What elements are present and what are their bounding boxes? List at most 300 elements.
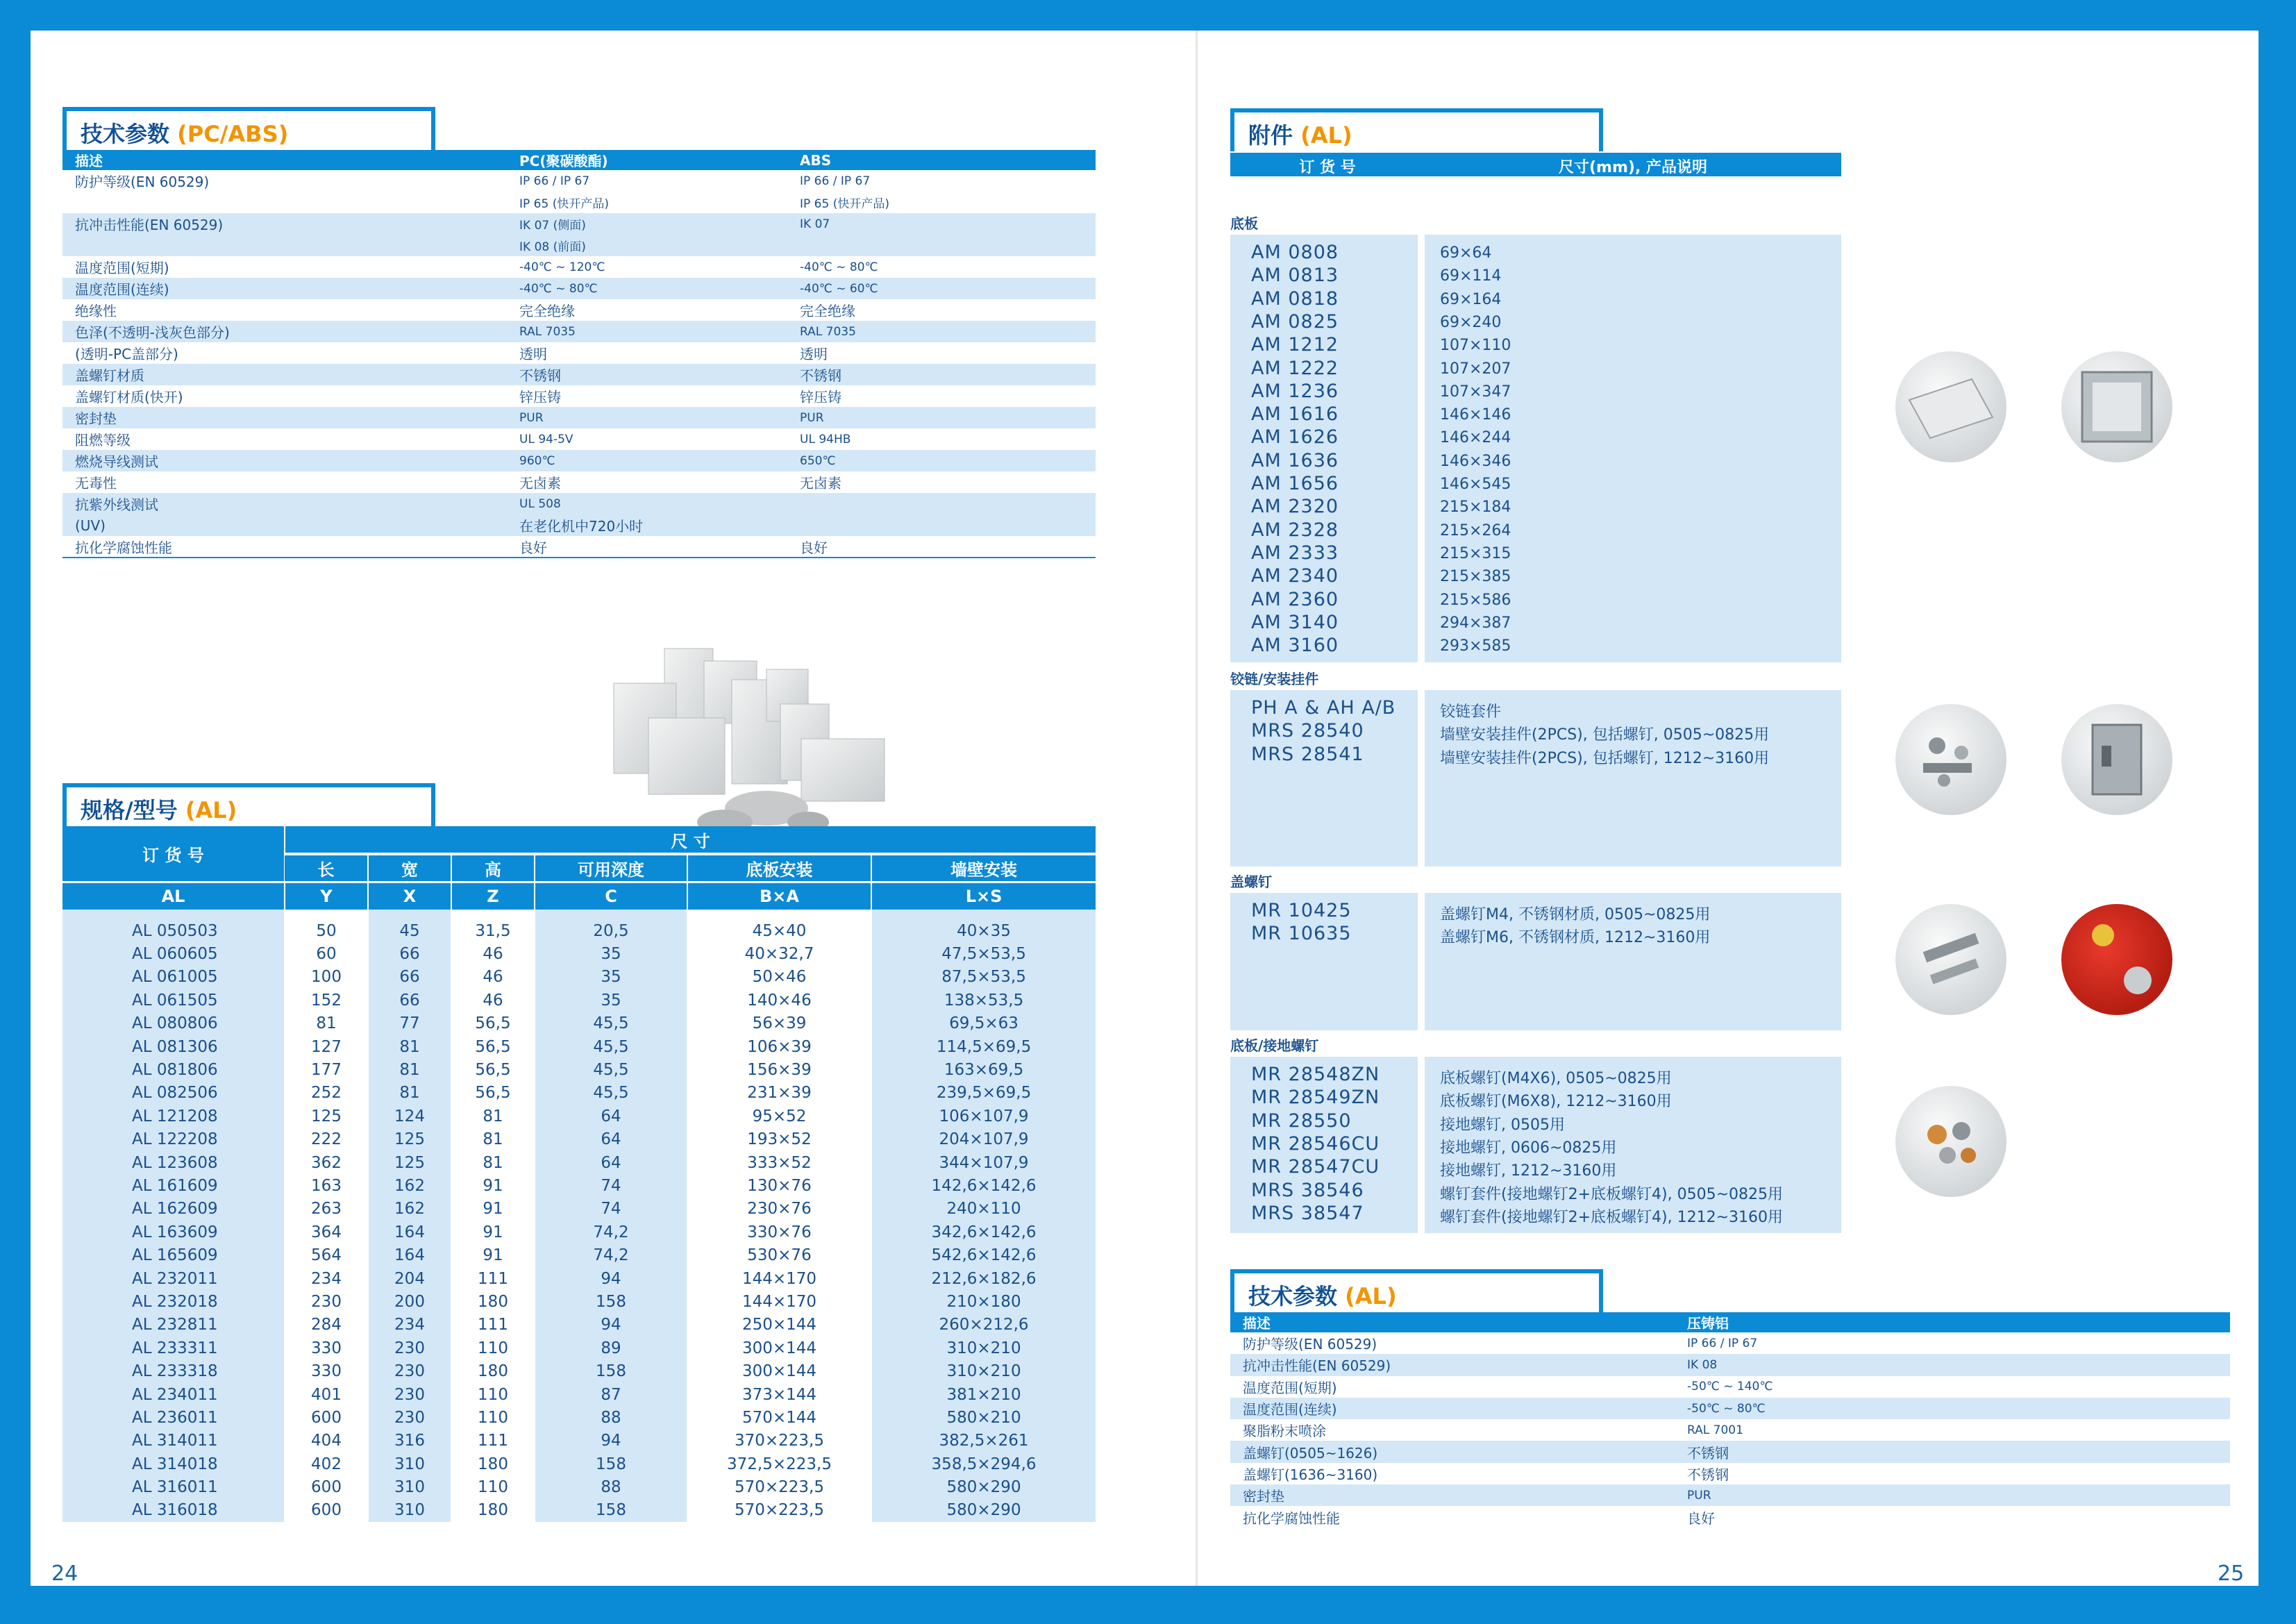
spec-cell: 110 (451, 1406, 535, 1429)
tech-al-desc: 聚脂粉末喷涂 (1243, 1423, 1326, 1440)
tech-al-value: IK 08 (1675, 1354, 2230, 1375)
acc-item-desc: 146×244 (1440, 429, 1511, 447)
acc-item-row (1230, 518, 1841, 541)
section-title-text (81, 793, 237, 825)
spec-cell: 69,5×63 (871, 1012, 1096, 1035)
spec-order-code: AL 163609 (62, 1221, 285, 1244)
tech-al-value: 不锈钢 (1675, 1441, 2230, 1462)
acc-item-desc: 69×164 (1440, 290, 1502, 308)
tech-abs-value: -40℃ ~ 60℃ (787, 278, 1096, 299)
acc-category-label: 底板/接地螺钉 (1230, 1037, 1319, 1054)
spec-cell: 382,5×261 (871, 1430, 1096, 1453)
section-title-text (81, 117, 288, 149)
tech-row (62, 428, 1096, 450)
spec-cell: 570×223,5 (687, 1499, 871, 1522)
tech-row (62, 385, 1096, 407)
tech-row (62, 450, 1096, 471)
tech-al-header-cell: 压铸铝 (1675, 1312, 2230, 1332)
spec-cell: 40×32,7 (687, 942, 871, 965)
acc-group (1230, 235, 1841, 662)
tech-abs-value: 无卤素 (800, 475, 841, 492)
spec-row (62, 1499, 1096, 1522)
spec-cell: 230 (285, 1290, 368, 1313)
tech-al-row (1230, 1484, 2230, 1506)
tech-desc: 盖螺钉材质(快开) (75, 389, 183, 405)
spec-order-code: AL 060605 (62, 942, 285, 965)
acc-item-row (1230, 449, 1841, 471)
spec-cell: 56,5 (451, 1082, 535, 1105)
spec-cell: 163×69,5 (871, 1058, 1096, 1081)
spec-row (62, 942, 1096, 965)
section-title-main: 规格/型号 (81, 797, 178, 823)
tech-desc: 色泽(不透明-浅灰色部分) (62, 321, 507, 342)
acc-item-row (1230, 541, 1841, 564)
spec-cell: 81 (451, 1105, 535, 1128)
spec-cell: 600 (285, 1475, 368, 1498)
tech-row (62, 364, 1096, 385)
spec-cell: 358,5×294,6 (871, 1453, 1096, 1475)
acc-item-desc: 铰链套件 (1440, 703, 1502, 721)
spec-cell: 95×52 (687, 1105, 871, 1128)
page-number-left: 24 (51, 1562, 78, 1586)
tech-desc: 阻燃等级 (75, 432, 131, 449)
tech-desc (62, 235, 507, 256)
acc-item-desc: 盖螺钉M6, 不锈钢材质, 1212~3160用 (1440, 929, 1711, 947)
tech-al-value: 良好 (1687, 1509, 1715, 1527)
tech-table-pcabs (62, 150, 1096, 558)
tech-al-row (1230, 1376, 2230, 1398)
spec-cell: 200 (368, 1290, 451, 1313)
spec-cell: 56×39 (687, 1012, 871, 1035)
acc-item-code: AM 1212 (1251, 334, 1339, 356)
spec-cell: 60 (285, 942, 368, 965)
acc-item-desc: 接地螺钉, 0505用 (1440, 1116, 1565, 1134)
acc-item-code: MRS 38546 (1251, 1179, 1364, 1201)
acc-item-desc: 69×240 (1440, 313, 1502, 331)
tech-pc-value: 960℃ (507, 450, 787, 471)
spec-cell: 66 (368, 966, 451, 989)
spec-col-header: 底板安装 (687, 854, 871, 882)
tech-pc-value: IK 08 (前面) (507, 235, 787, 256)
spec-row (62, 1267, 1096, 1290)
earth-screw-photo (1895, 1086, 2006, 1197)
spec-row (62, 1198, 1096, 1221)
tech-al-row (1230, 1441, 2230, 1462)
spec-sub-header: Y (285, 882, 368, 910)
spec-cell: 111 (451, 1267, 535, 1290)
spec-cell: 142,6×142,6 (871, 1174, 1096, 1197)
acc-item-row (1230, 240, 1841, 263)
tech-abs-value: 良好 (787, 536, 1096, 558)
spec-row (62, 1314, 1096, 1337)
tech-row (62, 407, 1096, 428)
spec-cell: 81 (451, 1128, 535, 1151)
acc-item-row (1230, 379, 1841, 402)
tech-desc: (透明-PC盖部分) (75, 346, 178, 362)
tech-al-row (1230, 1463, 2230, 1484)
spec-cell: 330×76 (687, 1221, 871, 1244)
acc-item-row (1230, 1062, 1841, 1085)
spec-cell: 81 (368, 1082, 451, 1105)
acc-item-desc: 146×346 (1440, 452, 1511, 470)
cover-screw-photo (1895, 904, 2006, 1015)
tech-abs-value: PUR (787, 407, 1096, 428)
spec-col-header: 长 (285, 854, 368, 882)
spec-gap-row (62, 910, 1096, 919)
acc-item-desc: 接地螺钉, 1212~3160用 (1440, 1162, 1617, 1180)
tech-desc: 燃烧导线测试 (62, 450, 507, 471)
acc-header-desc: 尺寸(mm), 产品说明 (1559, 159, 1707, 176)
tech-al-desc: 盖螺钉(0505~1626) (1230, 1441, 1675, 1462)
tech-row (62, 278, 1096, 299)
spec-cell: 77 (368, 1012, 451, 1035)
tech-al-row (1230, 1419, 2230, 1441)
acc-item-code: MRS 28540 (1251, 720, 1364, 742)
tech-al-row (1230, 1354, 2230, 1375)
tech-al-desc: 防护等级(EN 60529) (1243, 1336, 1377, 1353)
spec-row (62, 1430, 1096, 1453)
base-plate-photo (1895, 351, 2006, 462)
spec-table-body (62, 910, 1096, 1522)
spec-order-code: AL 165609 (62, 1244, 285, 1266)
spec-col-header: 宽 (368, 854, 451, 882)
spec-cell: 64 (535, 1105, 687, 1128)
spec-cell: 45 (368, 919, 451, 942)
spec-order-code: AL 080806 (62, 1012, 285, 1035)
spec-cell: 56,5 (451, 1058, 535, 1081)
spec-sub-header: B×A (687, 882, 871, 910)
spec-cell: 35 (535, 942, 687, 965)
spec-order-code: AL 232811 (62, 1314, 285, 1337)
tech-al-header-cell: 描述 (1230, 1312, 1675, 1332)
spec-cell: 125 (368, 1151, 451, 1174)
tech-al-desc: 抗化学腐蚀性能 (1243, 1509, 1340, 1527)
spec-row (62, 1151, 1096, 1174)
spec-table (62, 826, 1096, 1522)
spec-cell: 47,5×53,5 (871, 942, 1096, 965)
acc-item-code: MRS 28541 (1251, 743, 1364, 765)
spec-cell: 125 (285, 1105, 368, 1128)
acc-item-desc: 215×586 (1440, 591, 1511, 609)
spec-order-code: AL 123608 (62, 1151, 285, 1174)
tech-desc (62, 192, 507, 213)
spec-sub-header: X (368, 882, 451, 910)
spec-cell: 81 (451, 1151, 535, 1174)
tech-desc: 无毒性 (75, 475, 117, 492)
spec-sub-header: Z (451, 882, 535, 910)
spec-order-code: AL 233318 (62, 1359, 285, 1382)
acc-item-code: AM 1626 (1251, 426, 1339, 449)
spec-cell: 342,6×142,6 (871, 1221, 1096, 1244)
spec-cell: 180 (451, 1453, 535, 1475)
spec-cell: 156×39 (687, 1058, 871, 1081)
acc-header-order-no: 订 货 号 (1299, 159, 1356, 176)
spec-cell: 45,5 (535, 1082, 687, 1105)
tech-pc-value: UL 94-5V (519, 432, 573, 446)
tech-al-desc: 密封垫 (1230, 1484, 1675, 1506)
spec-cell: 138×53,5 (871, 989, 1096, 1012)
acc-item-desc: 215×385 (1440, 568, 1511, 586)
spec-cell: 111 (451, 1430, 535, 1453)
spec-cell: 50 (285, 919, 368, 942)
spec-cell: 81 (368, 1058, 451, 1081)
tech-abs-value: 透明 (800, 346, 828, 362)
section-title-spec (62, 783, 435, 826)
acc-group (1230, 1057, 1841, 1233)
tech-row (62, 213, 1096, 235)
section-title-suffix: (PC/ABS) (177, 121, 289, 147)
spec-cell: 45,5 (535, 1035, 687, 1058)
acc-item-desc: 146×146 (1440, 406, 1511, 424)
acc-group (1230, 690, 1841, 867)
tech-desc: (UV) (62, 514, 507, 536)
spec-cell: 74,2 (535, 1221, 687, 1244)
spec-cell: 370×223,5 (687, 1430, 871, 1453)
acc-item-row (1230, 564, 1841, 587)
spec-cell: 310 (368, 1499, 451, 1522)
spine-divider (1196, 31, 1198, 1586)
spec-cell: 158 (535, 1359, 687, 1382)
spec-row (62, 1058, 1096, 1081)
spec-row (62, 989, 1096, 1012)
tech-abs-value: RAL 7035 (787, 321, 1096, 342)
spec-cell: 144×170 (687, 1267, 871, 1290)
acc-item-desc: 螺钉套件(接地螺钉2+底板螺钉4), 1212~3160用 (1440, 1208, 1783, 1226)
acc-item-code: MR 10425 (1251, 900, 1352, 921)
acc-item-code: PH A & AH A/B (1251, 697, 1396, 719)
acc-item-desc: 墙壁安装挂件(2PCS), 包括螺钉, 0505~0825用 (1440, 726, 1770, 744)
acc-category-label: 盖螺钉 (1230, 873, 1272, 890)
tech-al-desc: 抗冲击性能(EN 60529) (1230, 1354, 1675, 1375)
mounted-base-plate-photo (2061, 351, 2172, 462)
spec-cell: 362 (285, 1151, 368, 1174)
page-area (31, 31, 2259, 1586)
spec-cell: 260×212,6 (871, 1314, 1096, 1337)
tech-al-value: -50℃ ~ 140℃ (1687, 1380, 1773, 1394)
spec-row (62, 1383, 1096, 1406)
spec-cell: 230 (368, 1406, 451, 1429)
acc-item-row (1230, 356, 1841, 379)
spec-sub-header: AL (62, 882, 285, 910)
tech-row (62, 493, 1096, 514)
spec-cell: 140×46 (687, 989, 871, 1012)
tech-pc-value: 在老化机中720小时 (507, 514, 787, 536)
acc-item-code: AM 2320 (1251, 496, 1339, 518)
acc-item-code: AM 1616 (1251, 403, 1339, 426)
tech-al-header-row (1230, 1312, 2230, 1332)
tech-pc-value: 透明 (519, 346, 547, 362)
tech-pc-value: IP 66 / IP 67 (519, 174, 590, 188)
red-screw-photo (2061, 904, 2172, 1015)
spec-cell: 106×39 (687, 1035, 871, 1058)
acc-item-desc: 294×387 (1440, 614, 1511, 632)
spec-cell: 310×210 (871, 1359, 1096, 1382)
spec-cell: 210×180 (871, 1290, 1096, 1313)
tech-pc-value: UL 508 (507, 493, 787, 514)
spec-cell: 40×35 (871, 919, 1096, 942)
acc-item-code: AM 1222 (1251, 357, 1339, 379)
spec-order-code: AL 162609 (62, 1198, 285, 1221)
spec-row (62, 1475, 1096, 1498)
spec-cell: 252 (285, 1082, 368, 1105)
section-title-suffix: (AL) (185, 797, 237, 823)
spec-cell: 94 (535, 1314, 687, 1337)
acc-item-code: MR 28547CU (1251, 1156, 1380, 1178)
acc-item-code: AM 2333 (1251, 542, 1339, 564)
acc-item-row (1230, 719, 1841, 742)
spec-cell: 344×107,9 (871, 1151, 1096, 1174)
tech-pc-value: -40℃ ~ 120℃ (519, 260, 605, 274)
spec-gap-cell (285, 910, 368, 919)
spec-cell: 81 (368, 1035, 451, 1058)
spec-cell: 46 (451, 942, 535, 965)
spec-cell: 401 (285, 1383, 368, 1406)
tech-desc: 抗冲击性能(EN 60529) (62, 213, 507, 235)
spec-cell: 564 (285, 1244, 368, 1266)
spec-cell: 404 (285, 1430, 368, 1453)
tech-row (62, 471, 1096, 493)
spec-order-code: AL 314018 (62, 1453, 285, 1475)
tech-pc-value: -40℃ ~ 80℃ (507, 278, 787, 299)
spec-cell: 373×144 (687, 1383, 871, 1406)
spec-cell: 530×76 (687, 1244, 871, 1266)
spec-cell: 45,5 (535, 1058, 687, 1081)
section-title-tech-pcabs (62, 107, 435, 150)
acc-item-row (1230, 494, 1841, 517)
spec-row (62, 966, 1096, 989)
acc-item-desc: 107×347 (1440, 383, 1511, 401)
spec-cell: 56,5 (451, 1012, 535, 1035)
spec-row (62, 1359, 1096, 1382)
tech-pc-value: 无卤素 (519, 475, 561, 492)
acc-item-desc: 215×184 (1440, 499, 1511, 517)
spec-cell: 570×223,5 (687, 1475, 871, 1498)
spec-cell: 239,5×69,5 (871, 1082, 1096, 1105)
acc-item-desc: 107×207 (1440, 360, 1511, 378)
spec-order-code: AL 121208 (62, 1105, 285, 1128)
spec-order-code: AL 316011 (62, 1475, 285, 1498)
acc-item-code: MR 28550 (1251, 1110, 1352, 1132)
section-title-accessories (1230, 108, 1603, 151)
enclosures-photo (572, 600, 926, 864)
spec-cell: 89 (535, 1337, 687, 1359)
tech-abs-value: IK 07 (787, 213, 1096, 235)
spec-cell: 177 (285, 1058, 368, 1081)
spec-cell: 91 (451, 1244, 535, 1266)
spec-row (62, 1221, 1096, 1244)
spec-cell: 88 (535, 1475, 687, 1498)
spec-cell: 35 (535, 989, 687, 1012)
acc-item-code: AM 0825 (1251, 310, 1339, 333)
spec-cell: 284 (285, 1314, 368, 1337)
acc-item-row (1230, 333, 1841, 355)
spec-cell: 180 (451, 1290, 535, 1313)
spec-order-code: AL 161609 (62, 1174, 285, 1197)
acc-item-code: AM 0813 (1251, 265, 1339, 287)
tech-row (62, 299, 1096, 321)
spec-cell: 230×76 (687, 1198, 871, 1221)
spec-cell: 158 (535, 1290, 687, 1313)
acc-item-desc: 146×545 (1440, 476, 1511, 493)
spec-cell: 91 (451, 1198, 535, 1221)
spec-cell: 125 (368, 1128, 451, 1151)
spec-row (62, 1406, 1096, 1429)
tech-table-pcabs-body (62, 150, 1096, 558)
spec-gap-cell (535, 910, 687, 919)
tech-desc: 绝缘性 (75, 303, 117, 319)
spec-cell: 164 (368, 1244, 451, 1266)
acc-item-code: AM 1656 (1251, 473, 1339, 494)
spec-cell: 45,5 (535, 1012, 687, 1035)
acc-item-row (1230, 1201, 1841, 1224)
tech-abs-value (787, 514, 1096, 536)
tech-header-cell: ABS (787, 150, 1096, 170)
spec-gap-cell (62, 910, 285, 919)
spec-row (62, 919, 1096, 942)
acc-item-desc: 69×64 (1440, 244, 1492, 262)
spec-row (62, 1128, 1096, 1151)
spec-cell: 600 (285, 1499, 368, 1522)
acc-item-desc: 底板螺钉(M4X6), 0505~0825用 (1440, 1070, 1672, 1087)
acc-item-desc: 69×114 (1440, 267, 1502, 285)
section-title-text (1248, 118, 1352, 150)
spec-header-order-no: 订 货 号 (62, 826, 285, 882)
spec-sub-header: C (535, 882, 687, 910)
section-title-main: 附件 (1248, 122, 1293, 149)
spec-col-header: 可用深度 (535, 854, 687, 882)
acc-item-code: MR 10635 (1251, 923, 1352, 945)
spec-cell: 46 (451, 966, 535, 989)
spec-cell: 162 (368, 1174, 451, 1197)
acc-item-row (1230, 1085, 1841, 1111)
spec-cell: 310 (368, 1453, 451, 1475)
spec-order-code: AL 232011 (62, 1267, 285, 1290)
tech-desc: 温度范围(连续) (62, 278, 507, 299)
section-title-tech-al (1230, 1269, 1603, 1312)
spec-cell: 20,5 (535, 919, 687, 942)
spec-order-code: AL 122208 (62, 1128, 285, 1151)
tech-pc-value: 完全绝缘 (519, 303, 575, 319)
section-title-suffix: (AL) (1300, 122, 1352, 149)
acc-item-row (1230, 310, 1841, 333)
tech-al-value: PUR (1675, 1484, 2230, 1506)
tech-desc: 抗紫外线测试 (62, 493, 507, 514)
tech-header-row (62, 150, 1096, 170)
tech-header-cell: PC(聚碳酸酯) (507, 150, 787, 170)
acc-item-code: MR 28548ZN (1251, 1064, 1380, 1085)
spec-cell: 580×290 (871, 1475, 1096, 1498)
tech-desc: 温度范围(短期) (75, 260, 169, 276)
acc-item-row (1230, 287, 1841, 310)
spec-cell: 114,5×69,5 (871, 1035, 1096, 1058)
acc-group (1230, 893, 1841, 1030)
spec-cell: 50×46 (687, 966, 871, 989)
spec-cell: 87 (535, 1383, 687, 1406)
tech-al-value: 不锈钢 (1687, 1466, 1729, 1483)
tech-al-desc: 盖螺钉(1636~3160) (1243, 1466, 1378, 1483)
tech-row (62, 235, 1096, 256)
acc-item-row (1230, 742, 1841, 765)
spec-order-code: AL 314011 (62, 1430, 285, 1453)
spec-cell: 212,6×182,6 (871, 1267, 1096, 1290)
acc-item-row (1230, 1178, 1841, 1201)
acc-category-label: 铰链/安装挂件 (1230, 671, 1319, 687)
acc-item-desc: 107×110 (1440, 337, 1511, 355)
spec-order-code: AL 234011 (62, 1383, 285, 1406)
tech-table-al (1230, 1312, 2230, 1528)
tech-desc: 抗化学腐蚀性能 (62, 536, 507, 558)
tech-pc-value: RAL 7035 (507, 321, 787, 342)
